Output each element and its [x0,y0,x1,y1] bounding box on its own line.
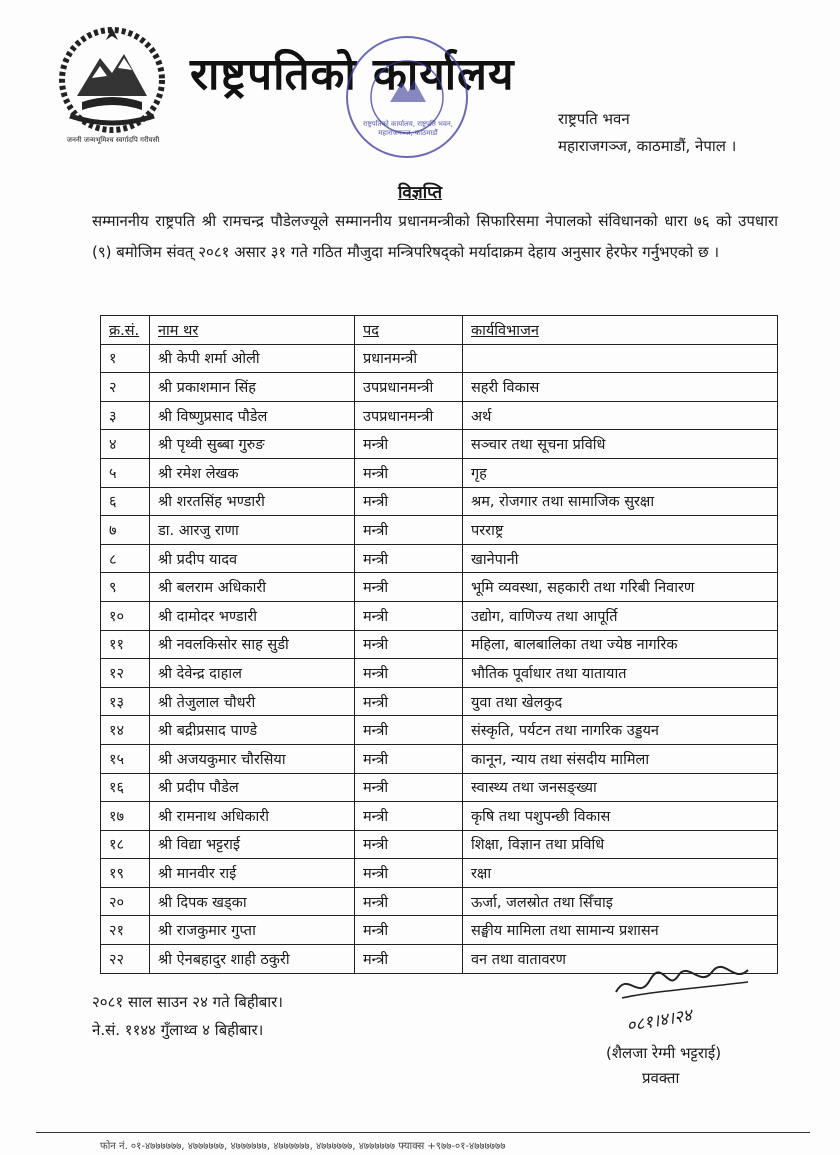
cell-name: श्री विष्णुप्रसाद पौडेल [150,401,355,430]
cell-post: मन्त्री [355,744,463,773]
cell-serial: १ [101,344,150,373]
office-stamp [342,32,472,162]
table-row [101,687,778,716]
cell-post: मन्त्री [355,687,463,716]
cell-name: श्री केपी शर्मा ओली [150,344,355,373]
office-stamp-text: राष्ट्रपतिको कार्यालय, राष्ट्रपति भवन, महाराजगञ्ज, काठमाडौं [363,120,453,137]
cell-serial: १९ [101,859,150,888]
cell-post: मन्त्री [355,573,463,602]
table-row [101,830,778,859]
cell-serial: २२ [101,945,150,974]
cell-serial: ७ [101,516,150,545]
table-row [101,601,778,630]
cell-serial: ३ [101,401,150,430]
notice-title: विज्ञप्ति [397,183,443,203]
issue-date [92,988,283,1044]
table-row [101,630,778,659]
cell-portfolio: भूमि व्यवस्था, सहकारी तथा गरिबी निवारण [463,573,778,602]
cell-portfolio: अर्थ [463,401,778,430]
cell-post: मन्त्री [355,516,463,545]
table-row [101,573,778,602]
cell-post: मन्त्री [355,887,463,916]
cell-portfolio: वन तथा वातावरण [463,945,778,974]
cell-post: मन्त्री [355,430,463,459]
cell-name: श्री बलराम अधिकारी [150,573,355,602]
table-row [101,916,778,945]
cell-post: मन्त्री [355,916,463,945]
cell-portfolio: महिला, बालबालिका तथा ज्येष्ठ नागरिक [463,630,778,659]
cell-post: मन्त्री [355,945,463,974]
cell-portfolio: सहरी विकास [463,373,778,402]
cell-serial: १४ [101,716,150,745]
cell-name: डा. आरजु राणा [150,516,355,545]
cell-name: श्री मानवीर राई [150,859,355,888]
table-row [101,458,778,487]
cell-name: श्री दिपक खड्का [150,887,355,916]
cell-name: श्री विद्या भट्टराई [150,830,355,859]
cell-name: श्री ऐनबहादुर शाही ठकुरी [150,945,355,974]
cell-portfolio: परराष्ट्र [463,516,778,545]
office-address [558,106,736,160]
cell-portfolio: खानेपानी [463,544,778,573]
cell-serial: ५ [101,458,150,487]
table-row [101,516,778,545]
cell-name: श्री देवेन्द्र दाहाल [150,659,355,688]
header-post: पद [355,316,463,345]
table-row [101,802,778,831]
cell-post: मन्त्री [355,830,463,859]
address-line-2: महाराजगञ्ज, काठमाडौं, नेपाल । [558,137,737,155]
cell-portfolio: कानून, न्याय तथा संसदीय मामिला [463,744,778,773]
cell-serial: ४ [101,430,150,459]
cell-serial: १७ [101,802,150,831]
cell-post: मन्त्री [355,859,463,888]
table-row [101,744,778,773]
cell-serial: १३ [101,687,150,716]
notice-intro: सम्माननीय राष्ट्रपति श्री रामचन्द्र पौडेलज्यूले सम्माननीय प्रधानमन्त्रीको सिफारिसमा नेपालको संविधानको धारा ७६ को उपधारा (९) बमोजिम संवत् २०८१ असार ३१ गते गठित मौजुदा मन्त्रिपरिषद्को मर्यादाक्रम देहाय अनुसार हेरफेर गर्नुभएको छ । [92,212,778,261]
cell-post: मन्त्री [355,544,463,573]
table-header-row [101,316,778,345]
cell-post: उपप्रधानमन्त्री [355,373,463,402]
cell-serial: ८ [101,544,150,573]
cell-portfolio: रक्षा [463,859,778,888]
emblem-caption: जननी जन्मभूमिश्च स्वर्गादपि गरीयसी [66,136,160,144]
cell-portfolio [463,344,778,373]
cell-name: श्री प्रकाशमान सिंह [150,373,355,402]
cell-post: मन्त्री [355,630,463,659]
cell-portfolio: शिक्षा, विज्ञान तथा प्रविधि [463,830,778,859]
cell-portfolio: ऊर्जा, जलस्रोत तथा सिँचाइ [463,887,778,916]
table-row [101,544,778,573]
nepal-emblem-icon [52,18,172,138]
cell-portfolio: स्वास्थ्य तथा जनसङ्ख्या [463,773,778,802]
cell-serial: २१ [101,916,150,945]
cell-name: श्री बद्रीप्रसाद पाण्डे [150,716,355,745]
cell-name: श्री शरतसिंह भण्डारी [150,487,355,516]
table-row [101,887,778,916]
cell-portfolio: उद्योग, वाणिज्य तथा आपूर्ति [463,601,778,630]
cell-name: श्री नवलकिसोर साह सुडी [150,630,355,659]
cell-serial: १२ [101,659,150,688]
footer-divider [36,1132,810,1133]
contact-line: फोन नं. ०१-४७७७७७७, ४७७७७७७, ४७७७७७७, ४७७७७७७, ४७७७७७७, ४७७७७७७ फ्याक्स +९७७-०१-४७७७७७७ [100,1141,506,1152]
cell-serial: ९ [101,573,150,602]
cell-name: श्री रामनाथ अधिकारी [150,802,355,831]
cell-post: मन्त्री [355,802,463,831]
signature-date: ०८१।४।२४ [625,1005,694,1037]
table-row [101,430,778,459]
table-row [101,659,778,688]
header-serial: क्र.सं. [101,316,150,345]
table-row [101,373,778,402]
table-row [101,716,778,745]
cell-name: श्री दामोदर भण्डारी [150,601,355,630]
header-portfolio: कार्यविभाजन [463,316,778,345]
cell-name: श्री राजकुमार गुप्ता [150,916,355,945]
cell-serial: ६ [101,487,150,516]
cell-serial: १० [101,601,150,630]
cell-serial: ११ [101,630,150,659]
cell-portfolio: श्रम, रोजगार तथा सामाजिक सुरक्षा [463,487,778,516]
cell-portfolio: युवा तथा खेलकुद [463,687,778,716]
cell-portfolio: संस्कृति, पर्यटन तथा नागरिक उड्डयन [463,716,778,745]
cell-serial: २ [101,373,150,402]
signatory-name: (शैलजा रेग्मी भट्टराई) [606,1044,722,1062]
cell-post: मन्त्री [355,487,463,516]
cell-name: श्री पृथ्वी सुब्बा गुरुङ [150,430,355,459]
cell-post: मन्त्री [355,716,463,745]
issue-date-bs: २०८१ साल साउन २४ गते बिहीबार। [92,993,283,1011]
office-title: राष्ट्रपतिको कार्यालय [190,49,515,100]
cell-portfolio: कृषि तथा पशुपन्छी विकास [463,802,778,831]
cell-name: श्री प्रदीप पौडेल [150,773,355,802]
issue-date-ns: ने.सं. ११४४ गुँलाथ्व ४ बिहीबार। [92,1021,264,1039]
signatory-role: प्रवक्ता [642,1069,680,1087]
address-line-1: राष्ट्रपति भवन [558,110,630,128]
cell-post: मन्त्री [355,458,463,487]
cell-name: श्री तेजुलाल चौधरी [150,687,355,716]
cell-serial: २० [101,887,150,916]
table-row [101,773,778,802]
cell-post: मन्त्री [355,659,463,688]
cell-portfolio: सङ्घीय मामिला तथा सामान्य प्रशासन [463,916,778,945]
cell-portfolio: गृह [463,458,778,487]
cell-post: मन्त्री [355,773,463,802]
cell-post: उपप्रधानमन्त्री [355,401,463,430]
cell-portfolio: भौतिक पूर्वाधार तथा यातायात [463,659,778,688]
cell-serial: १५ [101,744,150,773]
cabinet-table [100,315,778,974]
cell-serial: १८ [101,830,150,859]
cell-post: मन्त्री [355,601,463,630]
cell-name: श्री अजयकुमार चौरसिया [150,744,355,773]
table-row [101,344,778,373]
cell-portfolio: सञ्चार तथा सूचना प्रविधि [463,430,778,459]
table-row [101,401,778,430]
table-row [101,859,778,888]
cell-name: श्री रमेश लेखक [150,458,355,487]
cell-post: प्रधानमन्त्री [355,344,463,373]
table-row [101,487,778,516]
cell-name: श्री प्रदीप यादव [150,544,355,573]
header-name: नाम थर [150,316,355,345]
cell-serial: १६ [101,773,150,802]
